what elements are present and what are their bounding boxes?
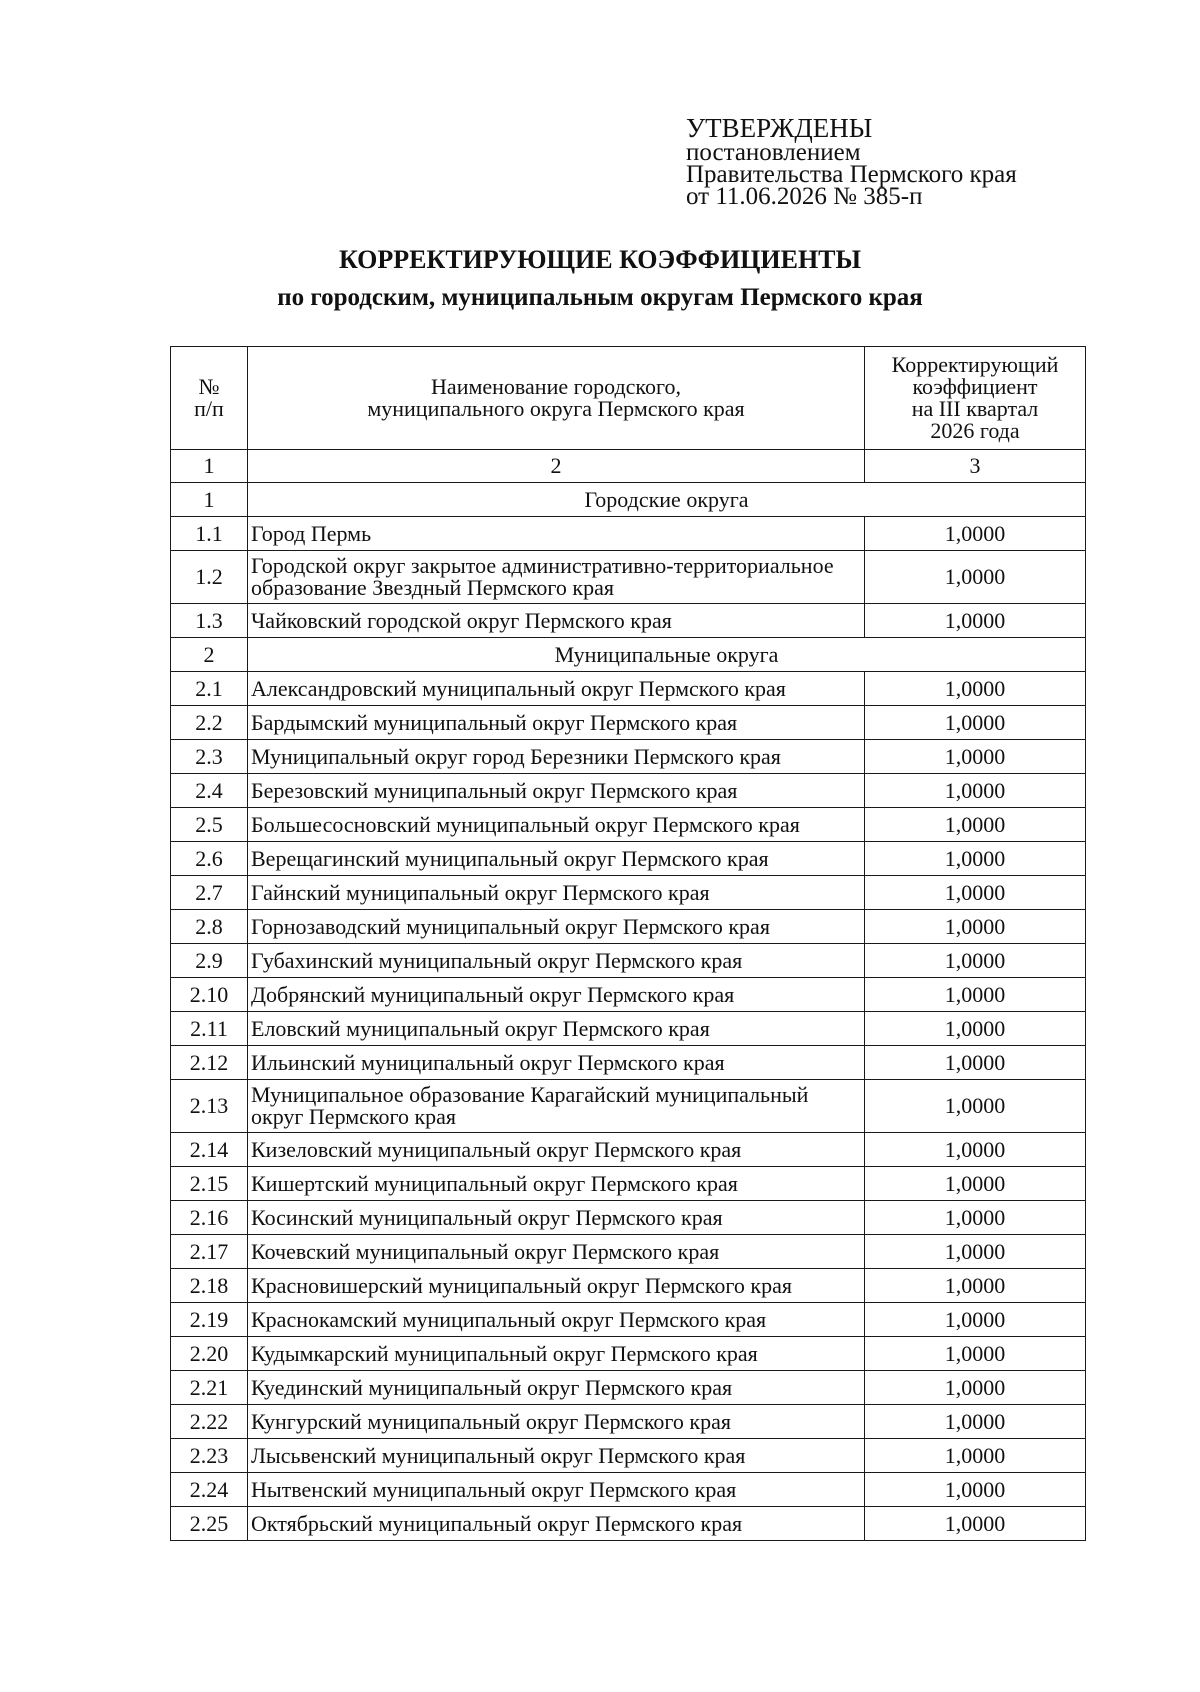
row-coefficient: 1,0000	[865, 1235, 1086, 1269]
row-district-name: Кудымкарский муниципальный округ Пермского края	[248, 1337, 865, 1371]
row-district-name: Муниципальный округ город Березники Пермского края	[248, 740, 865, 774]
row-coefficient: 1,0000	[865, 1269, 1086, 1303]
row-district-name: Бардымский муниципальный округ Пермского края	[248, 706, 865, 740]
row-district-name: Губахинский муниципальный округ Пермского края	[248, 944, 865, 978]
row-coefficient: 1,0000	[865, 1337, 1086, 1371]
column-index-row	[171, 450, 1086, 483]
table-row	[171, 1507, 1086, 1541]
table-row	[171, 1167, 1086, 1201]
row-coefficient: 1,0000	[865, 1080, 1086, 1133]
row-coefficient: 1,0000	[865, 944, 1086, 978]
row-district-name: Верещагинский муниципальный округ Пермского края	[248, 842, 865, 876]
row-coefficient: 1,0000	[865, 978, 1086, 1012]
row-coefficient: 1,0000	[865, 1473, 1086, 1507]
row-district-name: Александровский муниципальный округ Пермского края	[248, 672, 865, 706]
table-row	[171, 944, 1086, 978]
header-coef-line-1: Корректирующий	[891, 352, 1059, 377]
row-number: 2.15	[171, 1167, 248, 1201]
header-name-line-1: Наименование городского,	[431, 374, 681, 399]
row-number: 2.6	[171, 842, 248, 876]
row-coefficient: 1,0000	[865, 1046, 1086, 1080]
approval-line-3: от 11.06.2026 № 385-п	[686, 183, 923, 210]
row-district-name: Большесосновский муниципальный округ Пермского края	[248, 808, 865, 842]
table-row	[171, 1046, 1086, 1080]
table-row	[171, 1269, 1086, 1303]
header-number-line-1: №	[198, 374, 220, 399]
document-title: КОРРЕКТИРУЮЩИЕ КОЭФФИЦИЕНТЫ	[338, 245, 862, 274]
table-row	[171, 604, 1086, 638]
row-coefficient: 1,0000	[865, 706, 1086, 740]
row-number: 2.7	[171, 876, 248, 910]
row-district-name: Березовский муниципальный округ Пермского края	[248, 774, 865, 808]
header-name	[248, 347, 865, 450]
row-number: 2.10	[171, 978, 248, 1012]
row-coefficient: 1,0000	[865, 1303, 1086, 1337]
table-row	[171, 1080, 1086, 1133]
row-number: 2.5	[171, 808, 248, 842]
section-title: Муниципальные округа	[248, 638, 1086, 672]
table-row	[171, 774, 1086, 808]
row-number: 2.2	[171, 706, 248, 740]
row-number: 2.9	[171, 944, 248, 978]
row-district-name: Октябрьский муниципальный округ Пермского края	[248, 1507, 865, 1541]
row-coefficient: 1,0000	[865, 1405, 1086, 1439]
row-number: 2.12	[171, 1046, 248, 1080]
row-district-name: Кунгурский муниципальный округ Пермского края	[248, 1405, 865, 1439]
approval-heading: УТВЕРЖДЕНЫ	[686, 113, 873, 143]
table-row	[171, 706, 1086, 740]
row-district-name: Гайнский муниципальный округ Пермского края	[248, 876, 865, 910]
table-row	[171, 1303, 1086, 1337]
table-row	[171, 1473, 1086, 1507]
table-body	[171, 450, 1086, 1541]
row-coefficient: 1,0000	[865, 1167, 1086, 1201]
row-district-name: Кишертский муниципальный округ Пермского края	[248, 1167, 865, 1201]
header-number-line-2: п/п	[194, 396, 224, 421]
row-number: 2.14	[171, 1133, 248, 1167]
header-coef-line-3: на III квартал	[911, 396, 1039, 421]
row-district-name: Добрянский муниципальный округ Пермского края	[248, 978, 865, 1012]
row-coefficient: 1,0000	[865, 910, 1086, 944]
row-district-name: Ильинский муниципальный округ Пермского края	[248, 1046, 865, 1080]
row-number: 2.22	[171, 1405, 248, 1439]
header-coef-line-2: коэффициент	[912, 374, 1038, 399]
table-row	[171, 1133, 1086, 1167]
row-district-name: Косинский муниципальный округ Пермского края	[248, 1201, 865, 1235]
row-coefficient: 1,0000	[865, 551, 1086, 604]
section-row	[171, 483, 1086, 517]
table-row	[171, 1439, 1086, 1473]
row-coefficient: 1,0000	[865, 672, 1086, 706]
row-district-name: Город Пермь	[248, 517, 865, 551]
row-coefficient: 1,0000	[865, 740, 1086, 774]
table-row	[171, 808, 1086, 842]
row-number: 2.11	[171, 1012, 248, 1046]
table-row	[171, 517, 1086, 551]
row-number: 2.4	[171, 774, 248, 808]
row-number: 2.13	[171, 1080, 248, 1133]
table-row	[171, 1201, 1086, 1235]
table-row	[171, 1012, 1086, 1046]
row-coefficient: 1,0000	[865, 1371, 1086, 1405]
approval-stamp	[686, 114, 1166, 208]
section-row	[171, 638, 1086, 672]
row-district-name: Краснокамский муниципальный округ Пермского края	[248, 1303, 865, 1337]
row-district-name: Кочевский муниципальный округ Пермского края	[248, 1235, 865, 1269]
table-row	[171, 672, 1086, 706]
header-coef-line-4: 2026 года	[930, 418, 1020, 443]
row-district-name: Лысьвенский муниципальный округ Пермского края	[248, 1439, 865, 1473]
table-row	[171, 1337, 1086, 1371]
header-number	[171, 347, 248, 450]
section-title: Городские округа	[248, 483, 1086, 517]
row-district-name: Нытвенский муниципальный округ Пермского края	[248, 1473, 865, 1507]
table-row	[171, 551, 1086, 604]
row-coefficient: 1,0000	[865, 1133, 1086, 1167]
table-row	[171, 842, 1086, 876]
table-header-row	[171, 347, 1086, 450]
section-number: 1	[171, 483, 248, 517]
row-coefficient: 1,0000	[865, 1507, 1086, 1541]
row-number: 2.21	[171, 1371, 248, 1405]
row-coefficient: 1,0000	[865, 1439, 1086, 1473]
column-index-2: 2	[248, 450, 865, 483]
table-row	[171, 1235, 1086, 1269]
row-number: 2.3	[171, 740, 248, 774]
row-district-name: Городской округ закрытое административно-территориальное образование Звездный Пермского края	[248, 551, 865, 604]
header-name-line-2: муниципального округа Пермского края	[367, 396, 745, 421]
section-number: 2	[171, 638, 248, 672]
row-number: 2.20	[171, 1337, 248, 1371]
row-number: 2.19	[171, 1303, 248, 1337]
row-coefficient: 1,0000	[865, 876, 1086, 910]
row-district-name: Горнозаводский муниципальный округ Пермского края	[248, 910, 865, 944]
table-row	[171, 978, 1086, 1012]
table-row	[171, 1371, 1086, 1405]
document-subtitle: по городским, муниципальным округам Пермского края	[277, 284, 923, 311]
approval-line-1: постановлением	[686, 139, 861, 166]
row-coefficient: 1,0000	[865, 1201, 1086, 1235]
row-number: 2.17	[171, 1235, 248, 1269]
row-number: 2.8	[171, 910, 248, 944]
row-coefficient: 1,0000	[865, 774, 1086, 808]
table-row	[171, 910, 1086, 944]
row-district-name: Чайковский городской округ Пермского края	[248, 604, 865, 638]
table-row	[171, 876, 1086, 910]
row-number: 2.25	[171, 1507, 248, 1541]
row-district-name: Еловский муниципальный округ Пермского края	[248, 1012, 865, 1046]
row-number: 1.2	[171, 551, 248, 604]
row-number: 2.1	[171, 672, 248, 706]
row-coefficient: 1,0000	[865, 517, 1086, 551]
row-number: 1.1	[171, 517, 248, 551]
header-coefficient	[865, 347, 1086, 450]
row-number: 1.3	[171, 604, 248, 638]
row-coefficient: 1,0000	[865, 842, 1086, 876]
table-row	[171, 740, 1086, 774]
row-number: 2.24	[171, 1473, 248, 1507]
column-index-1: 1	[171, 450, 248, 483]
row-number: 2.18	[171, 1269, 248, 1303]
row-district-name: Муниципальное образование Карагайский муниципальный округ Пермского края	[248, 1080, 865, 1133]
table-row	[171, 1405, 1086, 1439]
approval-line-2: Правительства Пермского края	[686, 161, 1017, 188]
row-district-name: Красновишерский муниципальный округ Пермского края	[248, 1269, 865, 1303]
column-index-3: 3	[865, 450, 1086, 483]
row-coefficient: 1,0000	[865, 1012, 1086, 1046]
row-number: 2.23	[171, 1439, 248, 1473]
coefficients-table	[170, 346, 1086, 1541]
row-district-name: Куединский муниципальный округ Пермского края	[248, 1371, 865, 1405]
row-district-name: Кизеловский муниципальный округ Пермского края	[248, 1133, 865, 1167]
row-coefficient: 1,0000	[865, 808, 1086, 842]
row-coefficient: 1,0000	[865, 604, 1086, 638]
row-number: 2.16	[171, 1201, 248, 1235]
